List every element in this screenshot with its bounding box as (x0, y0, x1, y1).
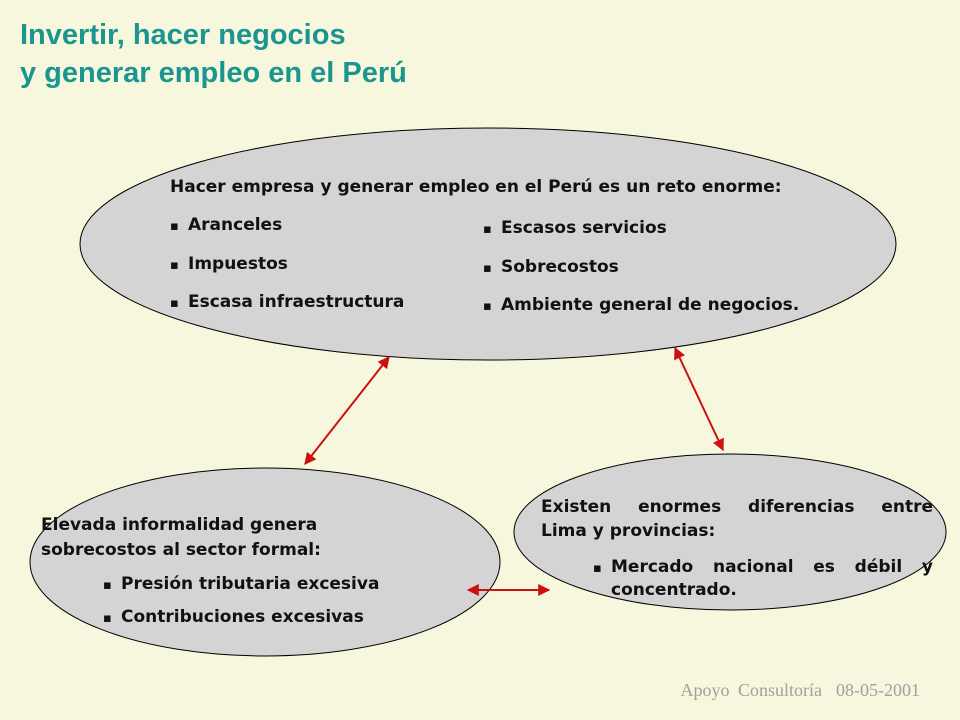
top-left-item: ▪ Aranceles (170, 214, 282, 238)
left-ellipse-heading-line-2: sobrecostos al sector formal: (41, 540, 321, 560)
right-ellipse-heading-line-1: Existen enormes diferencias entre (541, 497, 933, 517)
top-right-item: ▪ Ambiente general de negocios. (483, 294, 799, 318)
top-left-item: ▪ Escasa infraestructura (170, 291, 404, 315)
title-line-2: y generar empleo en el Perú (20, 57, 407, 89)
right-ellipse-heading-line-2: Lima y provincias: (541, 521, 716, 541)
footer-org: Apoyo Consultoría (680, 680, 822, 700)
top-right-item: ▪ Escasos servicios (483, 217, 667, 241)
right-ellipse-item-line-2: concentrado. (611, 580, 737, 600)
left-ellipse-heading-line-1: Elevada informalidad genera (41, 515, 318, 535)
top-left-item: ▪ Impuestos (170, 253, 288, 277)
top-ellipse (80, 128, 896, 360)
footer-date: 08-05-2001 (836, 680, 920, 700)
right-ellipse-item-line-1: ▪ Mercado nacional es débil y (593, 556, 933, 580)
arrow-top-left (305, 357, 389, 464)
top-ellipse-heading: Hacer empresa y generar empleo en el Perú es un reto enorme: (170, 177, 782, 197)
left-ellipse-item: ▪ Contribuciones excesivas (103, 606, 364, 630)
arrow-top-right (675, 348, 723, 450)
title-line-1: Invertir, hacer negocios (20, 19, 346, 51)
footer (681, 680, 921, 701)
top-right-item: ▪ Sobrecostos (483, 256, 619, 280)
left-ellipse-item: ▪ Presión tributaria excesiva (103, 573, 379, 597)
